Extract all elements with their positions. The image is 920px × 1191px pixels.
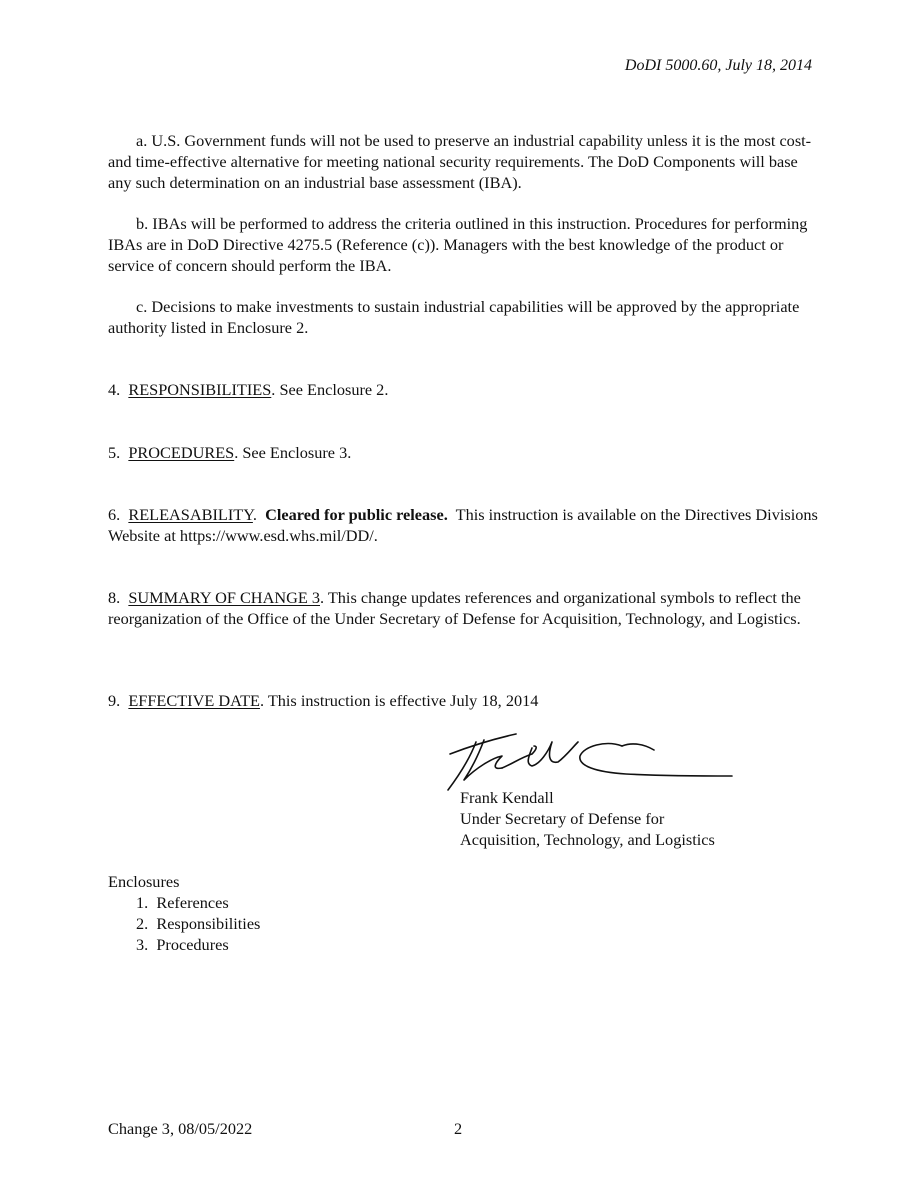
section-text: This instruction is available on the Directives Divisions Website at https://www.esd.whs.mil/DD/.: [108, 505, 822, 545]
section-procedures: [108, 442, 820, 463]
section-text: . See Enclosure 2.: [271, 380, 389, 399]
signature-stroke: [464, 740, 502, 780]
section-text: . See Enclosure 3.: [234, 443, 352, 462]
paragraph-c: c. Decisions to make investments to sustain industrial capabilities will be approved by the appropriate authority listed in Enclosure 2.: [108, 297, 800, 337]
section-summary-of-change: [108, 587, 820, 629]
paragraph-a: a. U.S. Government funds will not be used to preserve an industrial capability unless it is the most cost- and time-effective alternative for meeting national security requirements. The DoD Components will base any such determination on an industrial base assessment (IBA).: [108, 131, 812, 192]
document-header: DoDI 5000.60, July 18, 2014: [624, 57, 812, 74]
section-number: 6.: [108, 505, 121, 524]
section-title: RELEASABILITY: [128, 505, 253, 524]
signer-name: Frank Kendall: [460, 788, 554, 807]
section-number: 5.: [108, 443, 121, 462]
section-number: 9.: [108, 691, 121, 710]
section-text: . This change updates references and organizational symbols to reflect the reorganization of the Office of the Under Secretary of Defense for Acquisition, Technology, and Logistics.: [108, 588, 801, 628]
section-responsibilities: [108, 379, 820, 400]
section-bold-text: Cleared for public release.: [265, 505, 448, 524]
section-number: 4.: [108, 380, 121, 399]
signature-image: [436, 728, 736, 792]
signer-title-line-1: Under Secretary of Defense for: [460, 809, 665, 828]
section-effective-date: [108, 690, 820, 711]
section-title: PROCEDURES: [128, 443, 235, 462]
enclosures-list: [136, 892, 260, 955]
section-title: RESPONSIBILITIES: [128, 380, 272, 399]
section-title: EFFECTIVE DATE: [128, 691, 260, 710]
section-separator: .: [252, 505, 266, 524]
section-number: 8.: [108, 588, 121, 607]
section-title: SUMMARY OF CHANGE 3: [128, 588, 320, 607]
section-text: . This instruction is effective July 18, 2014: [259, 691, 539, 710]
signer-title-line-2: Acquisition, Technology, and Logistics: [460, 830, 715, 849]
enclosures-heading: Enclosures: [108, 872, 180, 891]
enclosure-item: 1. References: [136, 893, 229, 912]
signature-stroke: [580, 744, 732, 776]
section-releasability: [108, 504, 820, 546]
signature-block: [460, 787, 820, 850]
enclosure-item: 3. Procedures: [136, 935, 229, 954]
signature-stroke: [622, 744, 654, 750]
enclosure-item: 2. Responsibilities: [136, 914, 261, 933]
footer-change-note: Change 3, 08/05/2022: [108, 1119, 253, 1138]
footer-page-number: 2: [454, 1119, 463, 1138]
paragraph-b: b. IBAs will be performed to address the criteria outlined in this instruction. Procedures for performing IBAs are in DoD Directive 4275.5 (Reference (c)). Managers with the best knowledge of the product or service of concern should perform the IBA.: [108, 214, 808, 275]
